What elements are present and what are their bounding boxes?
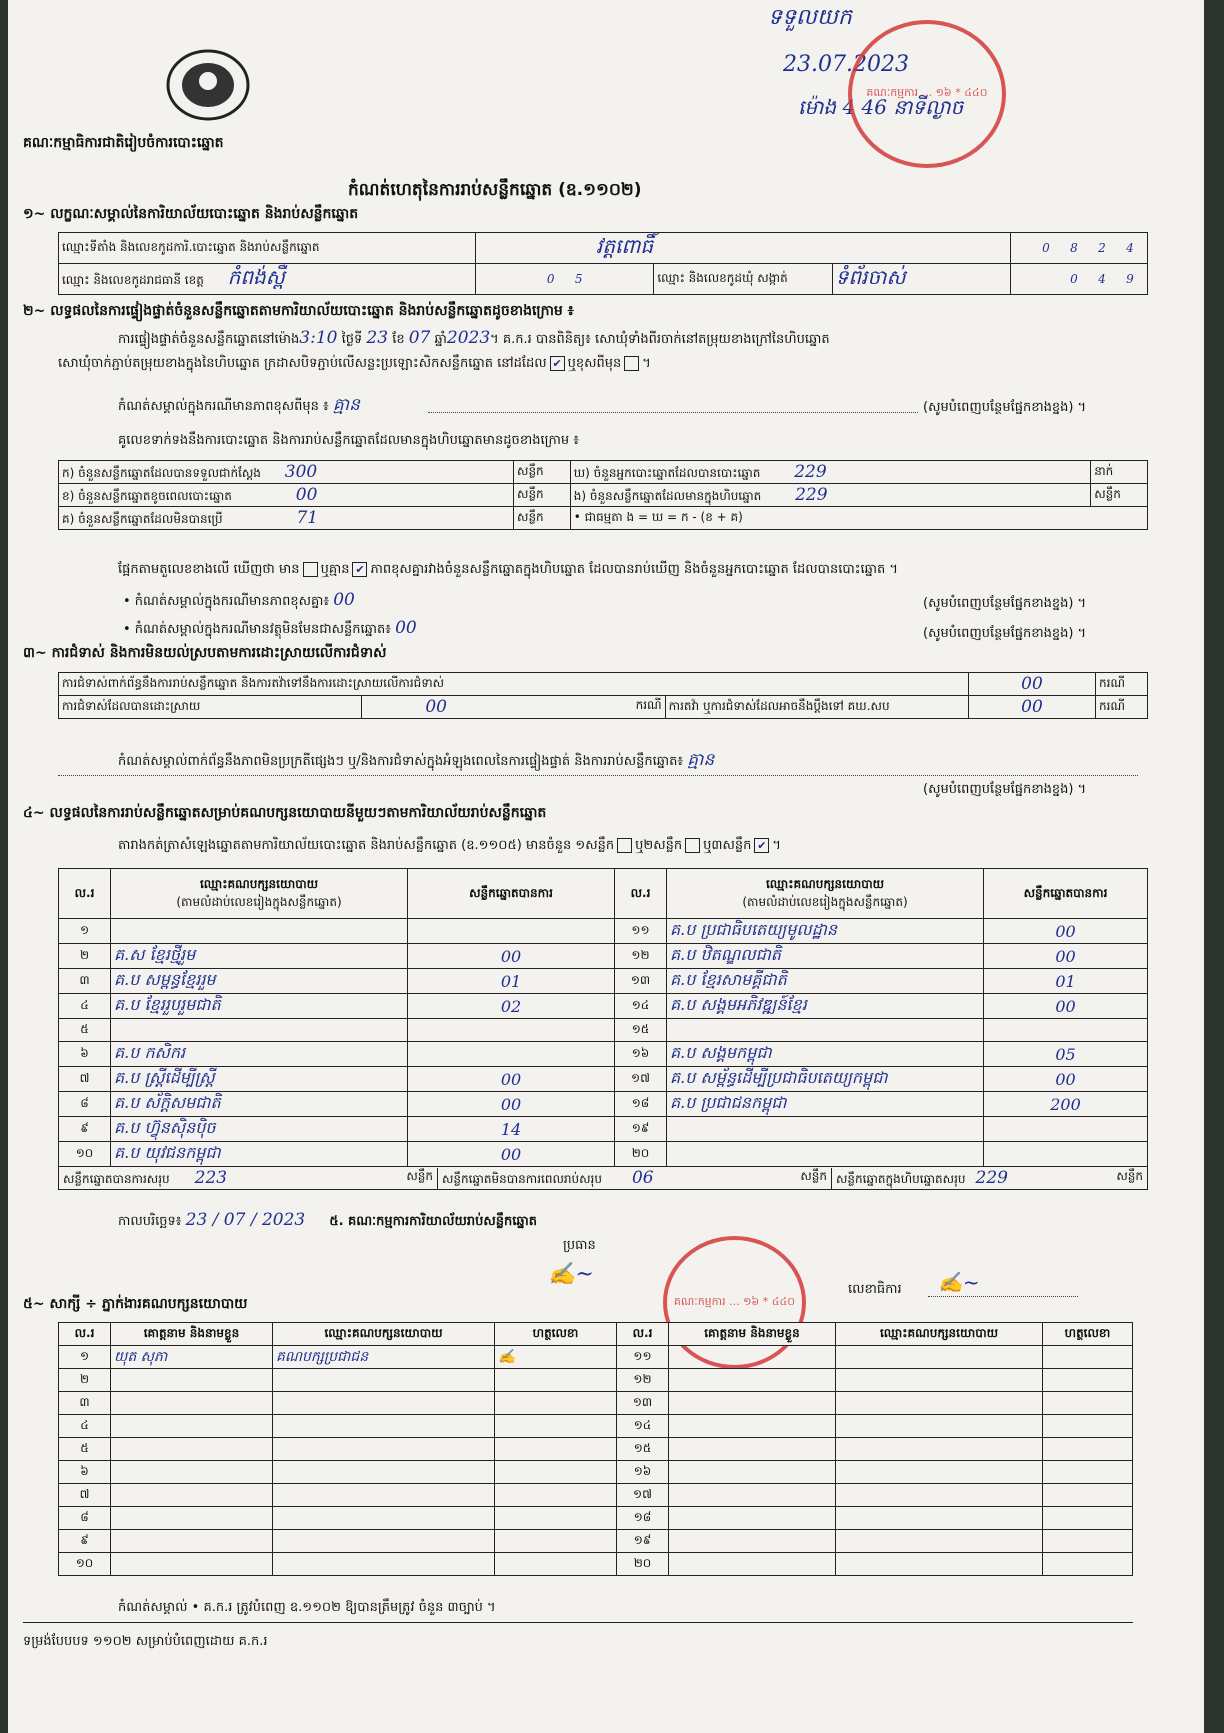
witness-signature: ✍	[495, 1346, 617, 1369]
party-no: ១	[59, 919, 111, 944]
irregularity-note: កំណត់សម្គាល់ពាក់ព័ន្ធនឹងភាពមិនប្រក្រតីផ្សេងៗ ឬ/និងការជំទាស់ក្នុងអំឡុងពេលនៃការផ្ទៀងផ្ទាត់ និងការរាប់សន្លឹកឆ្នោត៖ គ្មាន	[118, 750, 715, 770]
witness-no: ១៩	[617, 1530, 669, 1553]
witness-table	[58, 1322, 1133, 1576]
witness-signature	[1043, 1346, 1133, 1369]
different-checkbox[interactable]	[624, 356, 639, 371]
agency-name: គណៈកម្មាធិការជាតិរៀបចំការបោះឆ្នោត	[23, 135, 224, 151]
witness-no: ២០	[617, 1553, 669, 1576]
party-votes: 200	[984, 1092, 1148, 1117]
party-name: គ.ប ស័ក្តិសមជាតិ	[111, 1092, 408, 1117]
box-unit: សន្លឹក	[1091, 484, 1148, 507]
party-votes	[984, 1142, 1148, 1167]
witness-name	[669, 1553, 836, 1576]
witness-party	[273, 1461, 495, 1484]
witness-party	[273, 1369, 495, 1392]
party-name: គ.ប ហ៊្វុនស៊ិនប៉ិច	[111, 1117, 408, 1142]
witness-name	[111, 1461, 273, 1484]
party-name: គ.ប ខ្មែរសាមគ្គីជាតិ	[667, 969, 984, 994]
section-3-heading: ៣~ ការជំទាស់ និងការមិនយល់ស្របតាមការដោះស្រាយលើការជំទាស់	[23, 645, 387, 661]
difference-note-tail: (សូមបំពេញបន្ថែមផ្នែកខាងខ្នង) ។	[923, 400, 1087, 415]
col-votes-right: សន្លឹកឆ្នោតបានការ	[984, 869, 1148, 919]
witness-no: ១២	[617, 1369, 669, 1392]
received-ballots-label: ក) ចំនួនសន្លឹកឆ្នោតដែលបានទទួលជាក់ស្តែង 300	[59, 461, 514, 484]
party-result-row	[59, 969, 1148, 994]
witness-signature	[495, 1369, 617, 1392]
formula-note: • ជាធម្មតា ង = ឃ = ក - (ខ + គ)	[570, 507, 1147, 530]
witness-no: ១៨	[617, 1507, 669, 1530]
appeal-label: ការតវ៉ា ឬការជំទាស់ដែលអាចនឹងប្តឹងទៅ គឃ.សប	[665, 696, 968, 719]
two-sheet-checkbox[interactable]	[685, 838, 700, 853]
witness-signature	[495, 1507, 617, 1530]
received-unit: សន្លឹក	[514, 461, 571, 484]
party-votes: 01	[984, 969, 1148, 994]
has-difference-checkbox[interactable]	[303, 562, 318, 577]
party-votes	[984, 1117, 1148, 1142]
appeal-value: 00	[969, 696, 1096, 719]
witness-col-party-right: ឈ្មោះគណបក្សនយោបាយ	[836, 1323, 1043, 1346]
date-line: កាលបរិច្ឆេទ៖ 23 / 07 / 2023 ៥. គណៈកម្មការការិយាល័យរាប់សន្លឹកឆ្នោត	[118, 1210, 538, 1230]
witness-no: ១៦	[617, 1461, 669, 1484]
party-no: ២	[59, 944, 111, 969]
party-no: ១៥	[615, 1019, 667, 1042]
party-votes	[408, 919, 615, 944]
commune-code: 0 4 9	[1011, 264, 1148, 295]
witness-row	[59, 1530, 1133, 1553]
witness-signature	[495, 1553, 617, 1576]
witness-signature	[495, 1415, 617, 1438]
same-checkbox[interactable]: ✔	[550, 356, 565, 371]
witness-name	[669, 1369, 836, 1392]
witness-party	[273, 1438, 495, 1461]
party-votes: 14	[408, 1117, 615, 1142]
province-value: កំពង់ស្ពឺ	[227, 265, 285, 289]
party-result-row	[59, 1117, 1148, 1142]
witness-no: ៨	[59, 1507, 111, 1530]
party-votes: 00	[408, 944, 615, 969]
witness-row	[59, 1461, 1133, 1484]
party-no: ១៨	[615, 1092, 667, 1117]
witness-signature	[1043, 1530, 1133, 1553]
witness-row	[59, 1369, 1133, 1392]
unused-unit: សន្លឹក	[514, 507, 571, 530]
col-votes: សន្លឹកឆ្នោតបានការ	[408, 869, 615, 919]
party-name: គ.ប កសិករ	[111, 1042, 408, 1067]
province-code: 0 5	[476, 264, 654, 295]
witness-signature	[495, 1484, 617, 1507]
witness-signature	[495, 1530, 617, 1553]
col-party-right: ឈ្មោះគណបក្សនយោបាយ (តាមលំដាប់លេខរៀងក្នុងសន្លឹកឆ្នោត)	[667, 869, 984, 919]
party-votes: 00	[984, 994, 1148, 1019]
received-time: ម៉ោង 4 46 នាទីល្ងាច	[798, 95, 964, 119]
party-name	[111, 919, 408, 944]
province-label: ឈ្មោះ និងលេខកូដរាជធានី ខេត្ត កំពង់ស្ពឺ	[59, 264, 476, 295]
party-no: ៥	[59, 1019, 111, 1042]
document-page	[8, 0, 1204, 1733]
document-title: កំណត់ហេតុនៃការរាប់សន្លឹកឆ្នោត (ឧ.១១០២)	[348, 180, 642, 200]
foreign-object-note-tail: (សូមបំពេញបន្ថែមផ្នែកខាងខ្នង) ។	[923, 626, 1087, 641]
witness-party	[836, 1438, 1043, 1461]
party-name: គ.ប ប្រជាជនកម្ពុជា	[667, 1092, 984, 1117]
voters-unit: នាក់	[1091, 461, 1148, 484]
witness-col-signature: ហត្ថលេខា	[495, 1323, 617, 1346]
party-votes: 00	[984, 944, 1148, 969]
party-result-row	[59, 1142, 1148, 1167]
witness-no: ៧	[59, 1484, 111, 1507]
witness-party	[273, 1553, 495, 1576]
seal-check-line: សោឃុំចាក់ភ្ជាប់តម្រុយខាងក្នុងនៃហិបឆ្នោត ក្រដាសបិទភ្ជាប់លើសន្លះប្រឡោះសិកសន្លឹកឆ្នោត នៅដដែល ✔ ឬខុសពីមុន ។	[58, 356, 651, 371]
secretary-signature: ✍~	[938, 1270, 980, 1294]
witness-name	[111, 1392, 273, 1415]
witness-name: យុត សុភា	[111, 1346, 273, 1369]
witness-col-signature-right: ហត្ថលេខា	[1043, 1323, 1133, 1346]
invalid-total: សន្លឹកឆ្នោតមិនបានការពេលរាប់សរុប 06 សន្លឹក	[438, 1168, 832, 1189]
witness-name	[111, 1484, 273, 1507]
party-result-row	[59, 1092, 1148, 1117]
witness-row	[59, 1553, 1133, 1576]
witness-party	[273, 1507, 495, 1530]
witness-no: ៤	[59, 1415, 111, 1438]
section-1-heading: ១~ លក្ខណៈសម្គាល់នៃការិយាល័យបោះឆ្នោត និងរាប់សន្លឹកឆ្នោត	[23, 206, 359, 222]
party-name: គ.ប ប្រជាធិបតេយ្យមូលដ្ឋាន	[667, 919, 984, 944]
section-2-heading: ២~ លទ្ធផលនៃការផ្ទៀងផ្ទាត់ចំនួនសន្លឹកឆ្នោតតាមការិយាល័យបោះឆ្នោត និងរាប់សន្លឹកឆ្នោតដូចខាងក្រោម ៖	[23, 303, 574, 319]
witness-row	[59, 1484, 1133, 1507]
party-no: ២០	[615, 1142, 667, 1167]
witness-signature	[495, 1438, 617, 1461]
witness-col-party: ឈ្មោះគណបក្សនយោបាយ	[273, 1323, 495, 1346]
party-no: ១១	[615, 919, 667, 944]
witness-party	[836, 1369, 1043, 1392]
party-no: ៨	[59, 1092, 111, 1117]
witness-no: ១៥	[617, 1438, 669, 1461]
valid-total: សន្លឹកឆ្នោតបានការសរុប 223 សន្លឹក	[59, 1168, 438, 1189]
party-votes: 00	[984, 1067, 1148, 1092]
one-sheet-checkbox[interactable]	[617, 838, 632, 853]
results-total-row	[59, 1167, 1148, 1190]
discrepancy-line: ផ្អែកតាមតួលេខខាងលើ ឃើញថា មាន ឬគ្មាន ✔ ភាពខុសគ្នារវាងចំនួនសន្លឹកឆ្នោតក្នុងហិបឆ្នោត ដែលបានរាប់ឃើញ និងចំនួនអ្នកបោះឆ្នោត ដែលបានបោះឆ្នោត ។	[118, 562, 898, 577]
party-votes: 00	[408, 1092, 615, 1117]
witness-name	[111, 1507, 273, 1530]
witness-no: ៣	[59, 1392, 111, 1415]
stamp-text: គណៈកម្មការ ... ១៦ * ៤៤០	[866, 86, 988, 99]
party-no: ១៩	[615, 1117, 667, 1142]
witness-no: ១៧	[617, 1484, 669, 1507]
party-name: គ.ស ខ្មែរថ្មីរួម	[111, 944, 408, 969]
objection-table	[58, 672, 1148, 719]
party-result-row	[59, 994, 1148, 1019]
party-results-table	[58, 868, 1148, 1190]
witness-party	[836, 1346, 1043, 1369]
party-no: ១៦	[615, 1042, 667, 1067]
witness-party	[836, 1484, 1043, 1507]
party-votes: 00	[408, 1142, 615, 1167]
discrepancy-note: • កំណត់សម្គាល់ក្នុងករណីមានភាពខុសគ្នា៖ 00	[123, 590, 355, 610]
spoiled-unit: សន្លឹក	[514, 484, 571, 507]
witness-party	[836, 1392, 1043, 1415]
party-no: ១២	[615, 944, 667, 969]
witness-name	[111, 1369, 273, 1392]
party-name	[667, 1117, 984, 1142]
witness-party	[273, 1484, 495, 1507]
objection-row-unit: ករណី	[1096, 673, 1148, 696]
party-votes: 00	[408, 1067, 615, 1092]
party-name: គ.ប យុវជនកម្ពុជា	[111, 1142, 408, 1167]
unused-ballots-label: គ) ចំនួនសន្លឹកឆ្នោតដែលមិនបានប្រើ 71	[59, 507, 514, 530]
box-total: សន្លឹកឆ្នោតក្នុងហិបឆ្នោតសរុប 229 សន្លឹក	[836, 1167, 1143, 1188]
party-votes	[984, 1019, 1148, 1042]
witness-name	[669, 1392, 836, 1415]
location-table	[58, 232, 1148, 295]
party-no: ៣	[59, 969, 111, 994]
witness-signature	[1043, 1507, 1133, 1530]
party-name: គ.ប ខ្មែររួបរួមជាតិ	[111, 994, 408, 1019]
witness-signature	[495, 1461, 617, 1484]
form-footer: ទម្រង់បែបបទ ១១០២ សម្រាប់បំពេញដោយ គ.ក.រ	[23, 1634, 268, 1649]
ballot-count-table	[58, 460, 1148, 530]
witness-no: ១១	[617, 1346, 669, 1369]
witness-party	[273, 1392, 495, 1415]
witness-name	[669, 1346, 836, 1369]
party-result-row	[59, 944, 1148, 969]
verification-line: ការផ្ទៀងផ្ទាត់ចំនួនសន្លឹកឆ្នោតនៅម៉ោង3:10 ថ្ងៃទី 23 ខែ 07 ឆ្នាំ2023។ គ.ក.រ បានពិនិត្យ៖ សោឃុំទាំងពីរចាក់នៅតម្រុយខាងក្រៅនៃហិបឆ្នោត	[118, 328, 830, 348]
party-votes: 00	[984, 919, 1148, 944]
chair-label: ប្រធាន	[563, 1238, 596, 1253]
witness-party	[836, 1553, 1043, 1576]
col-party: ឈ្មោះគណបក្សនយោបាយ (តាមលំដាប់លេខរៀងក្នុងសន្លឹកឆ្នោត)	[111, 869, 408, 919]
witness-signature	[1043, 1461, 1133, 1484]
party-votes: 02	[408, 994, 615, 1019]
witness-party: គណបក្សប្រជាជន	[273, 1346, 495, 1369]
witness-name	[111, 1438, 273, 1461]
chair-signature: ✍~	[548, 1262, 594, 1287]
tally-sheet-line: តារាងកត់ត្រាសំឡេងឆ្នោតតាមការិយាល័យបោះឆ្នោត និងរាប់សន្លឹកឆ្នោត (ឧ.១១០៥) មានចំនួន ១សន្លឹក ឬ២សន្លឹក ឬ៣សន្លឹក ✔ ។	[118, 838, 781, 853]
party-result-row	[59, 919, 1148, 944]
witness-row	[59, 1415, 1133, 1438]
spoiled-ballots-label: ខ) ចំនួនសន្លឹកឆ្នោតខូចពេលបោះឆ្នោត 00	[59, 484, 514, 507]
party-votes	[408, 1042, 615, 1067]
party-no: ១៤	[615, 994, 667, 1019]
three-sheet-checkbox[interactable]: ✔	[754, 838, 769, 853]
location-label: ឈ្មោះទីតាំង និងលេខកូដការិ.បោះឆ្នោត និងរាប់សន្លឹកឆ្នោត	[59, 233, 476, 264]
location-value: វត្តពោធិ៍	[476, 233, 1011, 264]
party-result-row	[59, 1042, 1148, 1067]
difference-note: កំណត់សម្គាល់ក្នុងករណីមានភាពខុសពីមុន ៖ គ្មាន	[118, 395, 360, 415]
official-stamp-bottom: គណៈកម្មការ ... ១៦ * ៤៤០	[663, 1236, 806, 1369]
witness-no: ៦	[59, 1461, 111, 1484]
irregularity-note-tail: (សូមបំពេញបន្ថែមផ្នែកខាងខ្នង) ។	[923, 782, 1087, 797]
party-no: ១៣	[615, 969, 667, 994]
voters-label: ឃ) ចំនួនអ្នកបោះឆ្នោតដែលបានបោះឆ្នោត 229	[570, 461, 1090, 484]
witness-party	[273, 1415, 495, 1438]
witness-name	[111, 1415, 273, 1438]
witness-signature	[1043, 1484, 1133, 1507]
witness-name	[669, 1530, 836, 1553]
witness-no: ៩	[59, 1530, 111, 1553]
commune-value: ទំព័រចាស់	[832, 264, 1010, 295]
section-4-heading: ៤~ លទ្ធផលនៃការរាប់សន្លឹកឆ្នោតសម្រាប់គណបក្សនយោបាយនីមួយៗតាមការិយាល័យរាប់សន្លឹកឆ្នោត	[23, 805, 547, 821]
party-votes	[408, 1019, 615, 1042]
witness-no: ២	[59, 1369, 111, 1392]
party-name: គ.ប ឋិតណ្ឌលជាតិ	[667, 944, 984, 969]
witness-signature	[1043, 1392, 1133, 1415]
witness-no: ១៣	[617, 1392, 669, 1415]
received-note: ទទួលយក	[768, 5, 852, 30]
party-name	[667, 1142, 984, 1167]
witness-party	[836, 1461, 1043, 1484]
secretary-label: លេខាធិការ	[848, 1282, 902, 1297]
party-no: ១៧	[615, 1067, 667, 1092]
witness-col-name-right: គោត្តនាម និងនាមខ្លួន	[669, 1323, 836, 1346]
received-date: 23.07.2023	[783, 52, 909, 77]
resolved-label: ការជំទាស់ដែលបានដោះស្រាយ	[59, 696, 362, 719]
witness-signature	[495, 1392, 617, 1415]
party-no: ៤	[59, 994, 111, 1019]
party-name: គ.ប ស្ត្រីដើម្បីស្ត្រី	[111, 1067, 408, 1092]
witness-col-name: គោត្តនាម និងនាមខ្លួន	[111, 1323, 273, 1346]
witness-row	[59, 1438, 1133, 1461]
commune-label: ឈ្មោះ និងលេខកូដឃុំ សង្កាត់	[654, 264, 832, 295]
witness-name	[669, 1484, 836, 1507]
witness-row	[59, 1346, 1133, 1369]
party-name: គ.ប សង្គមកម្ពុជា	[667, 1042, 984, 1067]
party-result-row	[59, 1067, 1148, 1092]
witness-party	[836, 1415, 1043, 1438]
party-no: ៩	[59, 1117, 111, 1142]
appeal-unit: ករណី	[1096, 696, 1148, 719]
objection-row-value: 00	[969, 673, 1096, 696]
witness-no: ១០	[59, 1553, 111, 1576]
foreign-object-note: • កំណត់សម្គាល់ក្នុងករណីមានវត្ថុមិនមែនជាសន្លឹកឆ្នោត៖ 00	[123, 618, 417, 638]
witness-row	[59, 1392, 1133, 1415]
discrepancy-note-tail: (សូមបំពេញបន្ថែមផ្នែកខាងខ្នង) ។	[923, 596, 1087, 611]
party-votes: 01	[408, 969, 615, 994]
party-name	[111, 1019, 408, 1042]
official-stamp-top	[848, 20, 1006, 168]
party-no: ១០	[59, 1142, 111, 1167]
objection-row-label: ការជំទាស់ពាក់ព័ន្ធនឹងការរាប់សន្លឹកឆ្នោត និងការតវ៉ាទៅនឹងការដោះស្រាយលើការជំទាស់	[59, 673, 969, 696]
party-result-row	[59, 1019, 1148, 1042]
witness-no: ១៤	[617, 1415, 669, 1438]
witness-no: ១	[59, 1346, 111, 1369]
witness-col-no: ល.រ	[59, 1323, 111, 1346]
witness-col-no-right: ល.រ	[617, 1323, 669, 1346]
party-votes: 05	[984, 1042, 1148, 1067]
section-5-heading: ៥~ សាក្សី ÷ ភ្នាក់ងារគណបក្សនយោបាយ	[23, 1296, 248, 1312]
party-no: ៧	[59, 1067, 111, 1092]
witness-signature	[1043, 1553, 1133, 1576]
witness-name	[111, 1530, 273, 1553]
footnote: កំណត់សម្គាល់ • គ.ក.រ ត្រូវបំពេញ ឧ.១១០២ ឱ្យបានត្រឹមត្រូវ ចំនួន ៣ច្បាប់ ។	[118, 1600, 496, 1615]
witness-no: ៥	[59, 1438, 111, 1461]
party-name: គ.ប សម្ពន្ធខ្មែររួម	[111, 969, 408, 994]
location-code: 0 8 2 4	[1011, 233, 1148, 264]
witness-signature	[1043, 1415, 1133, 1438]
witness-name	[669, 1507, 836, 1530]
witness-name	[669, 1438, 836, 1461]
resolved-value-cell: 00 ករណី	[362, 696, 665, 719]
party-no: ៦	[59, 1042, 111, 1067]
witness-signature	[1043, 1438, 1133, 1461]
witness-name	[111, 1553, 273, 1576]
no-difference-checkbox[interactable]: ✔	[352, 562, 367, 577]
col-no-right: ល.រ	[615, 869, 667, 919]
col-no: ល.រ	[59, 869, 111, 919]
numbers-intro: គូលេខទាក់ទងនឹងការបោះឆ្នោត និងការរាប់សន្លឹកឆ្នោតដែលមានក្នុងហិបឆ្នោតមានដូចខាងក្រោម ៖	[118, 433, 579, 448]
witness-signature	[1043, 1369, 1133, 1392]
box-ballots-label: ង) ចំនួនសន្លឹកឆ្នោតដែលមានក្នុងហិបឆ្នោត 229	[570, 484, 1090, 507]
nec-emblem-icon	[163, 45, 253, 125]
witness-party	[273, 1530, 495, 1553]
party-name: គ.ប សង្គមអភិវឌ្ឍន៍ខ្មែរ	[667, 994, 984, 1019]
party-name	[667, 1019, 984, 1042]
witness-row	[59, 1507, 1133, 1530]
witness-name	[669, 1415, 836, 1438]
witness-name	[669, 1461, 836, 1484]
witness-party	[836, 1530, 1043, 1553]
party-name: គ.ប សម្ព័ន្ធដើម្បីប្រជាធិបតេយ្យកម្ពុជា	[667, 1067, 984, 1092]
witness-party	[836, 1507, 1043, 1530]
